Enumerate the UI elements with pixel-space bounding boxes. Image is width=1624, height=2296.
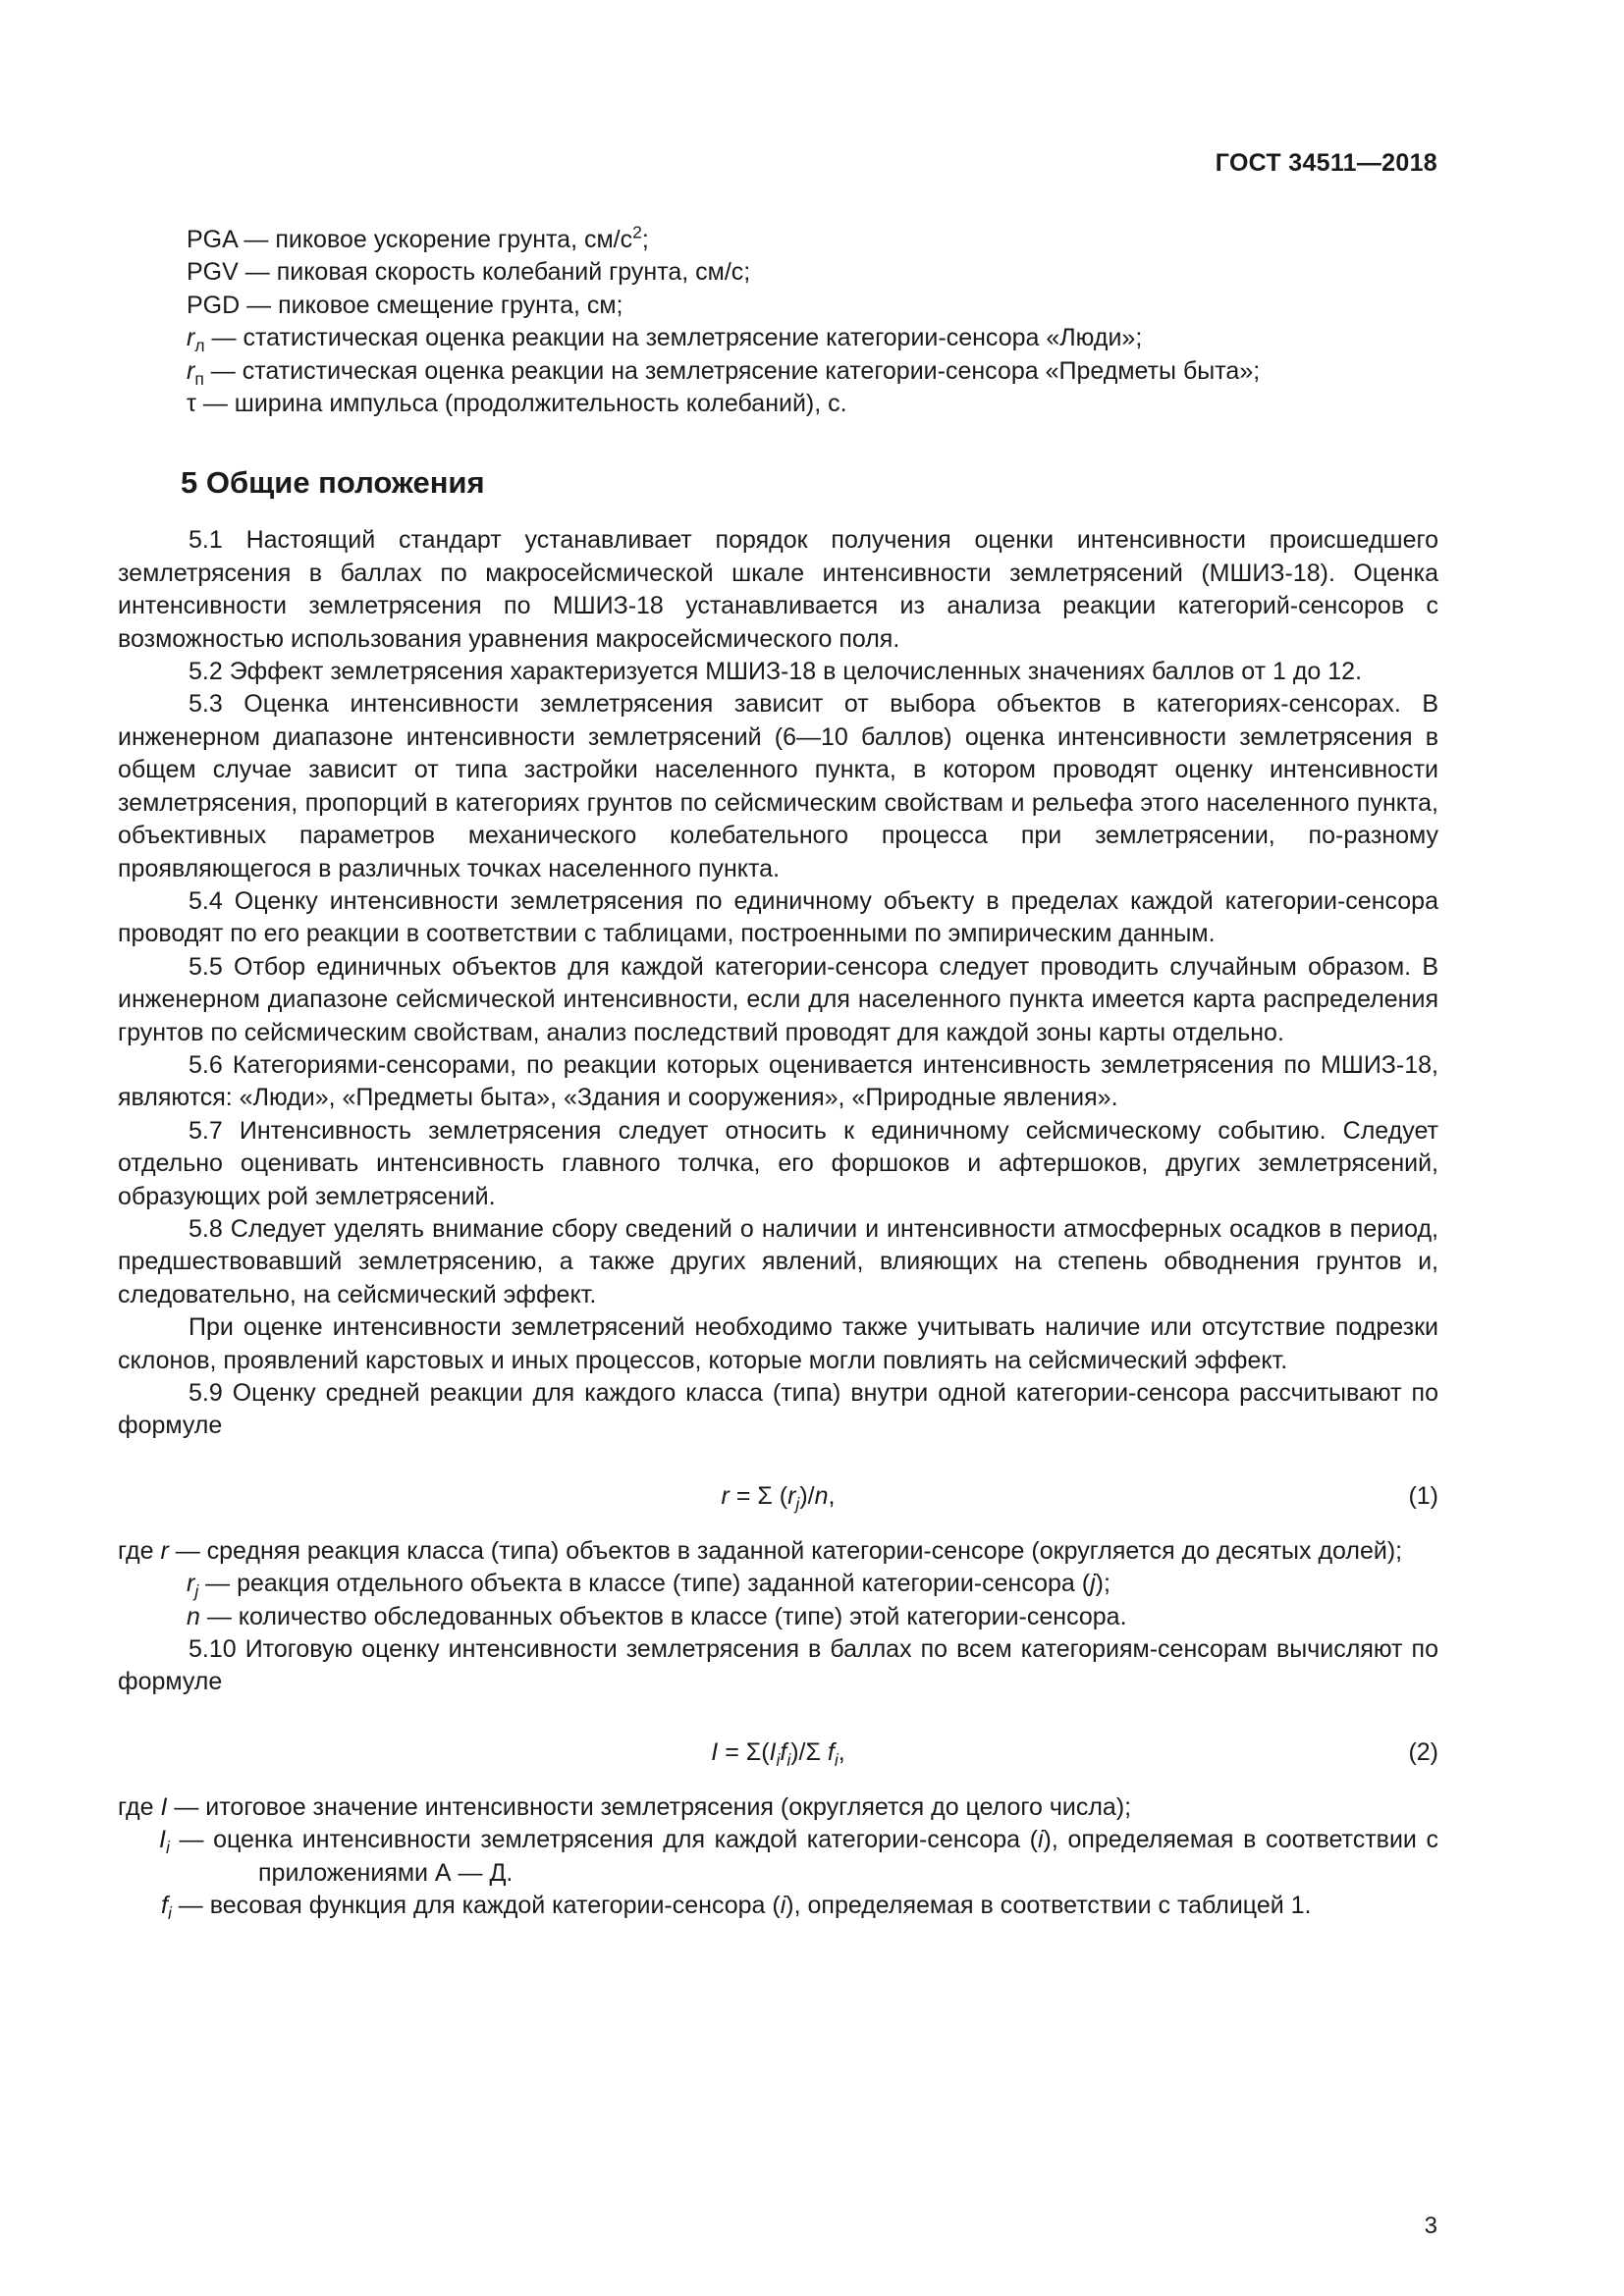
paragraph-5-10: 5.10 Итоговую оценку интенсивности землетрясения в баллах по всем категориям-сенсорам вычисляют по формуле — [118, 1635, 1438, 1696]
definition-I: где I — итоговое значение интенсивности землетрясения (округляется до целого числа); — [118, 1792, 1132, 1821]
document-id-header: ГОСТ 34511—2018 — [1215, 149, 1437, 177]
definition-Ii: $I_i$ — оценка интенсивности землетрясения для каждой категории-сенсора (i), определяемая в соответствии с приложениями А — Д. — [159, 1826, 1438, 1887]
abbreviation-list — [187, 224, 1438, 420]
abbreviation-item: PGA — пиковое ускорение грунта, $см/с^2$; — [187, 222, 649, 253]
abbreviation-item: τ — ширина импульса (продолжительность колебаний), с. — [187, 390, 847, 418]
page-content — [118, 224, 1438, 1922]
formula-1-number: (1) — [1408, 1481, 1438, 1510]
paragraph-5-6: 5.6 Категориями-сенсорами, по реакции которых оценивается интенсивность землетрясения по МШИЗ-18, являются: «Люди», «Предметы быта», «Здания и сооружения», «Природные явления». — [118, 1050, 1438, 1112]
formula-2 — [118, 1736, 1438, 1770]
definition-rj: $r_j$ — реакция отдельного объекта в классе (типе) заданной категории-сенсора (j); — [187, 1570, 1110, 1602]
formula-2-definitions — [118, 1791, 1438, 1923]
formula-2-number: (2) — [1408, 1737, 1438, 1766]
formula-1-expression: r = Σ $(r_j)/n$, — [721, 1481, 836, 1514]
page-number: 3 — [1424, 2213, 1437, 2239]
section-title: 5 Общие положения — [181, 465, 485, 501]
abbreviation-item: $r_п$ — статистическая оценка реакции на землетрясение категории-сенсора «Предметы быта»; — [187, 356, 1261, 389]
paragraph-5-1: 5.1 Настоящий стандарт устанавливает порядок получения оценки интенсивности происшедшего землетрясения в баллах по макросейсмической шкале интенсивности землетрясений (МШИЗ-18). Оценка интенсивности землетрясения по МШИЗ-18 устанавливается из анализа реакции категорий-сенсоров с возможностью использования уравнения макросейсмического поля. — [118, 526, 1438, 653]
paragraph-5-5: 5.5 Отбор единичных объектов для каждой категории-сенсора следует проводить случайным образом. В инженерном диапазоне сейсмической интенсивности, если для населенного пункта имеется карта распределения грунтов по сейсмическим свойствам, анализ последствий проводят для каждой зоны карты отдельно. — [118, 952, 1438, 1046]
definition-fi: $f_i$ — весовая функция для каждой категории-сенсора (i), определяемая в соответствии с таблицей 1. — [161, 1892, 1312, 1924]
definition-r: где r — средняя реакция класса (типа) объектов в заданной категории-сенсоре (округляется до десятых долей); — [118, 1536, 1403, 1565]
formula-2-expression: $I = \Sigma(I_if_i)/\Sigma$ $f_i$, — [711, 1737, 845, 1770]
paragraph-5-8: 5.8 Следует уделять внимание сбору сведений о наличии и интенсивности атмосферных осадков в период, предшествовавший землетрясению, а также других явлений, влияющих на степень обводнения грунтов и, следовательно, на сейсмический эффект. — [118, 1214, 1438, 1308]
paragraph-5-3: 5.3 Оценка интенсивности землетрясения зависит от выбора объектов в категориях-сенсорах. В инженерном диапазоне интенсивности землетрясений (6—10 баллов) оценка интенсивности землетрясения в общем случае зависит от типа застройки населенного пункта, в котором проводят оценку интенсивности землетрясения, пропорций в категориях грунтов по сейсмическим свойствам и рельефа этого населенного пункта, объективных параметров механического колебательного процесса при землетрясении, по-разному проявляющегося в различных точках населенного пункта. — [118, 690, 1438, 882]
paragraph-5-4: 5.4 Оценку интенсивности землетрясения по единичному объекту в пределах каждой категории-сенсора проводят по его реакции в соответствии с таблицами, построенными по эмпирическим данным. — [118, 886, 1438, 948]
paragraph-5-7: 5.7 Интенсивность землетрясения следует относить к единичному сейсмическому событию. Следует отдельно оценивать интенсивность главного толчка, его форшоков и афтершоков, других землетрясений, образующих рой землетрясений. — [118, 1116, 1438, 1210]
paragraph-5-2: 5.2 Эффект землетрясения характеризуется МШИЗ-18 в целочисленных значениях баллов от 1 до 12. — [189, 658, 1363, 686]
abbreviation-item: PGD — пиковое смещение грунта, см; — [187, 291, 623, 319]
definition-n: n — количество обследованных объектов в классе (типе) этой категории-сенсора. — [187, 1602, 1127, 1630]
abbreviation-item: PGV — пиковая скорость колебаний грунта, см/с; — [187, 258, 751, 287]
paragraph-5-9: 5.9 Оценку средней реакции для каждого класса (типа) внутри одной категории-сенсора рассчитывают по формуле — [118, 1379, 1438, 1440]
paragraph-5-8-continued: При оценке интенсивности землетрясений необходимо также учитывать наличие или отсутствие подрезки склонов, проявлений карстовых и иных процессов, которые могли повлиять на сейсмический эффект. — [118, 1313, 1438, 1374]
formula-1 — [118, 1480, 1438, 1514]
abbreviation-item: $r_л$ — статистическая оценка реакции на землетрясение категории-сенсора «Люди»; — [187, 324, 1143, 356]
formula-1-definitions — [118, 1535, 1438, 1633]
